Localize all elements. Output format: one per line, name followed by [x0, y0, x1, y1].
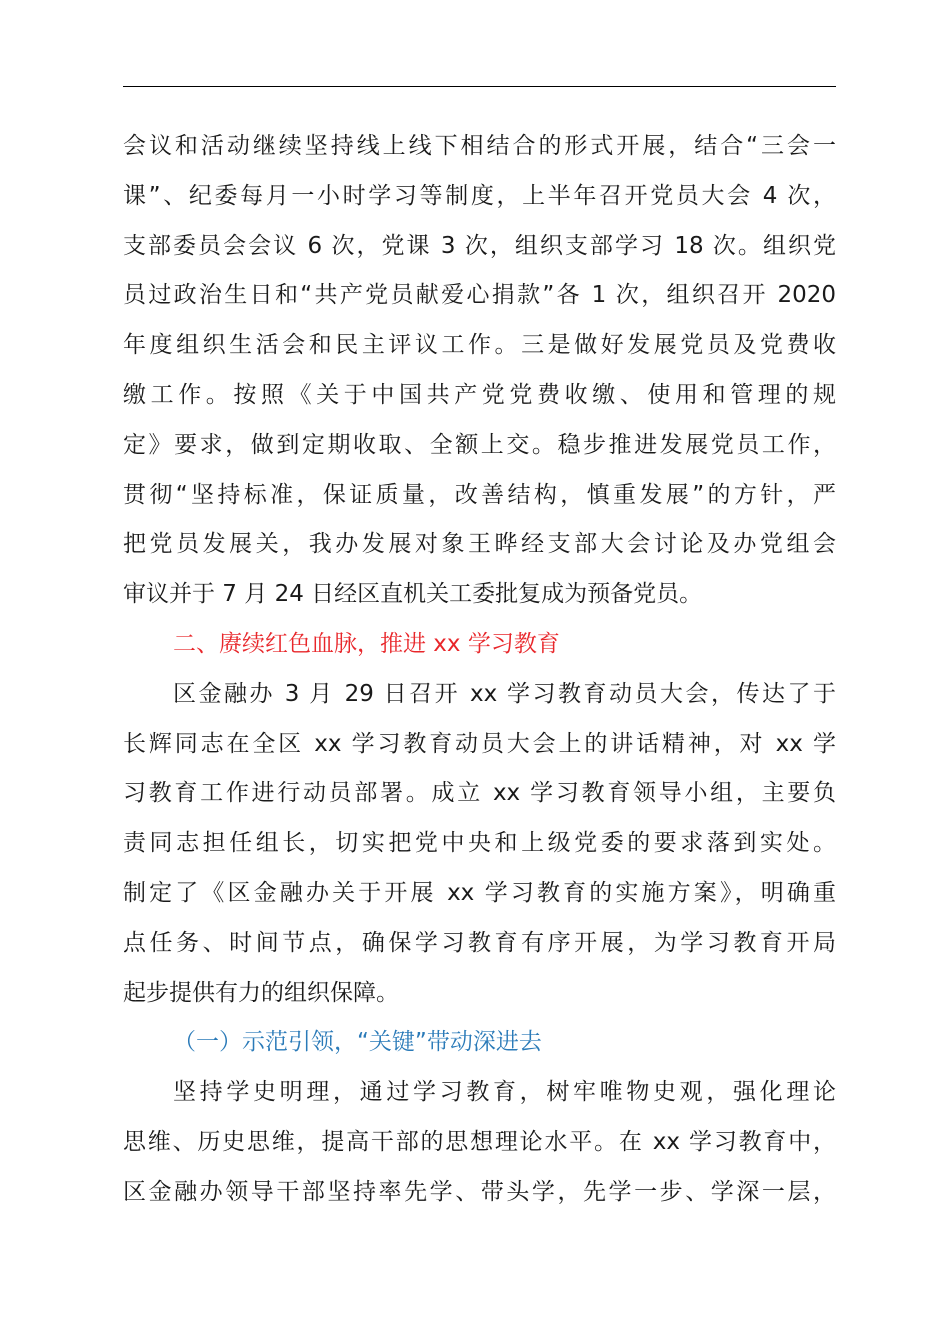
paragraph-line: 支部委员会会议 6 次，党课 3 次，组织支部学习 18 次。组织党 [123, 232, 836, 259]
paragraph-line: 责同志担任组长，切实把党中央和上级党委的要求落到实处。 [123, 830, 836, 857]
paragraph-line: 制定了《区金融办关于开展 xx 学习教育的实施方案》，明确重 [123, 879, 836, 906]
paragraph-line: 审议并于 7 月 24 日经区直机关工委批复成为预备党员。 [123, 581, 703, 608]
paragraph-line: 点任务、时间节点，确保学习教育有序开展，为学习教育开局 [123, 929, 836, 956]
paragraph-line: 课”、纪委每月一小时学习等制度，上半年召开党员大会 4 次， [123, 182, 836, 209]
paragraph-line: 区金融办 3 月 29 日召开 xx 学习教育动员大会，传达了于 [173, 680, 836, 707]
paragraph-line: 习教育工作进行动员部署。成立 xx 学习教育领导小组，主要负 [123, 780, 836, 807]
paragraph-line: 定》要求，做到定期收取、全额上交。稳步推进发展党员工作， [123, 431, 836, 458]
paragraph-line: 起步提供有力的组织保障。 [123, 979, 399, 1006]
paragraph-line: 长辉同志在全区 xx 学习教育动员大会上的讲话精神，对 xx 学 [123, 730, 836, 757]
subsection-heading: （一）示范引领，“关键”带动深进去 [173, 1029, 542, 1056]
paragraph-line: 缴工作。按照《关于中国共产党党费收缴、使用和管理的规 [123, 381, 836, 408]
paragraph-line: 年度组织生活会和民主评议工作。三是做好发展党员及党费收 [123, 332, 836, 359]
paragraph-line: 员过政治生日和“共产党员献爱心捐款”各 1 次，组织召开 2020 [123, 282, 836, 309]
paragraph-line: 区金融办领导干部坚持率先学、带头学，先学一步、学深一层， [123, 1178, 836, 1205]
section-heading: 二、赓续红色血脉，推进 xx 学习教育 [173, 630, 560, 657]
paragraph-line: 贯彻“坚持标准，保证质量，改善结构，慎重发展”的方针，严 [123, 481, 836, 508]
header-rule [123, 86, 836, 87]
paragraph-line: 思维、历史思维，提高干部的思想理论水平。在 xx 学习教育中， [123, 1128, 836, 1155]
paragraph-line: 把党员发展关，我办发展对象王晔经支部大会讨论及办党组会 [123, 531, 836, 558]
document-body [123, 122, 836, 1218]
paragraph-line: 会议和活动继续坚持线上线下相结合的形式开展，结合“三会一 [123, 133, 836, 159]
paragraph-line: 坚持学史明理，通过学习教育，树牢唯物史观，强化理论 [173, 1079, 836, 1106]
